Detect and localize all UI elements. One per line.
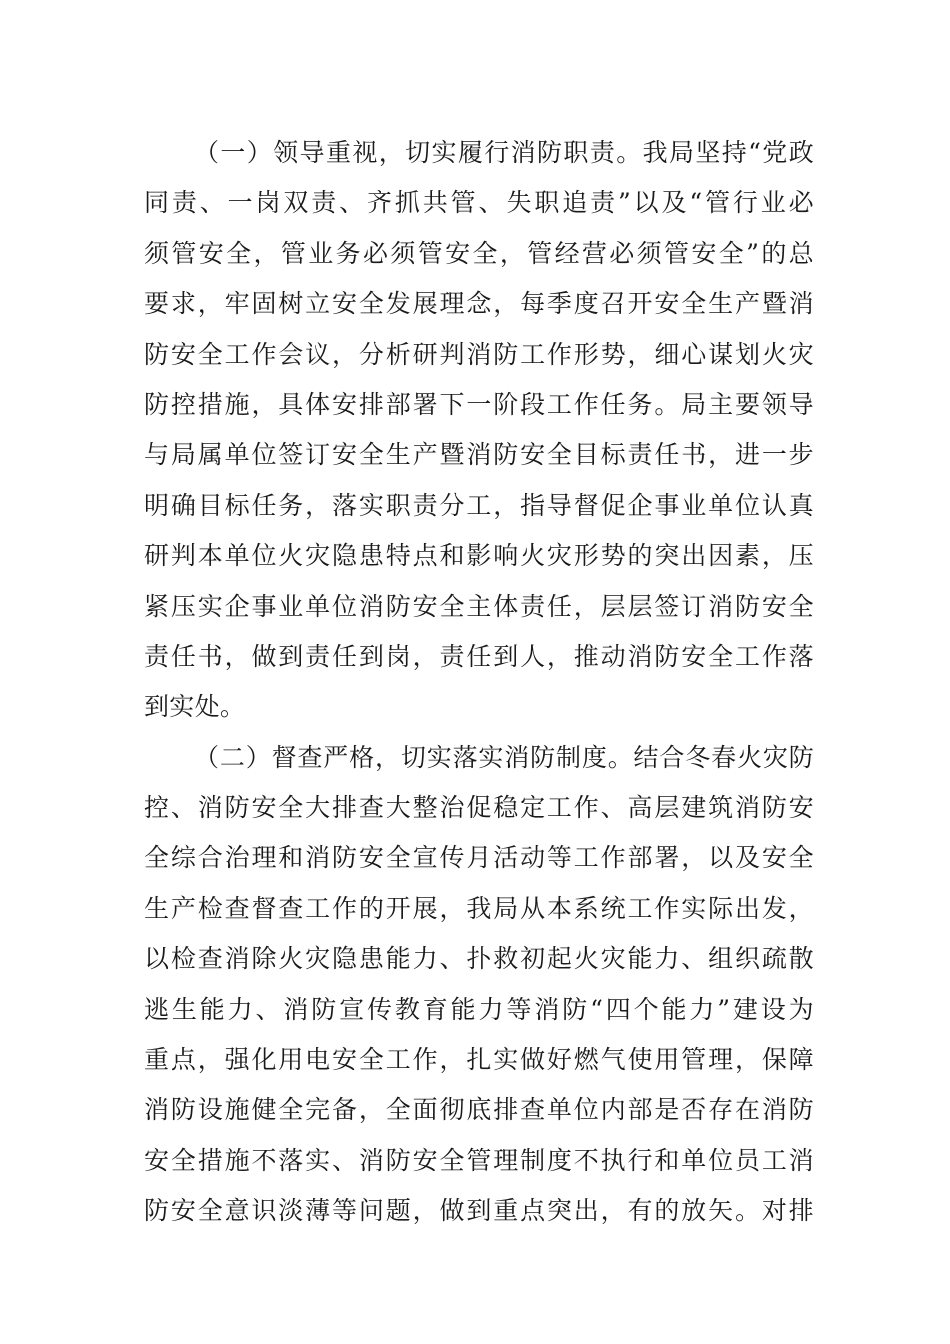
paragraph-line: 研判本单位火灾隐患特点和影响火灾形势的突出因素，压 <box>144 541 814 571</box>
paragraph-line: 逃生能力、消防宣传教育能力等消防“四个能力”建设为 <box>144 994 814 1024</box>
paragraph-line: （一）领导重视，切实履行消防职责。我局坚持“党政 <box>194 138 814 167</box>
paragraph-line: 重点，强化用电安全工作，扎实做好燃气使用管理，保障 <box>144 1045 814 1075</box>
paragraph-line: 与局属单位签订安全生产暨消防安全目标责任书，进一步 <box>144 440 814 470</box>
paragraph-line: 控、消防安全大排查大整治促稳定工作、高层建筑消防安 <box>144 793 814 823</box>
paragraph-line: 安全措施不落实、消防安全管理制度不执行和单位员工消 <box>144 1145 814 1175</box>
paragraph-line: 全综合治理和消防安全宣传月活动等工作部署，以及安全 <box>144 843 814 873</box>
paragraph-1 <box>144 128 814 733</box>
paragraph-line: 责任书，做到责任到岗，责任到人，推动消防安全工作落 <box>144 641 814 671</box>
paragraph-line: 消防设施健全完备，全面彻底排查单位内部是否存在消防 <box>144 1095 814 1125</box>
paragraph-line: 防安全工作会议，分析研判消防工作形势，细心谋划火灾 <box>144 339 814 369</box>
paragraph-line: 明确目标任务，落实职责分工，指导督促企事业单位认真 <box>144 490 814 520</box>
paragraph-line: 以检查消除火灾隐患能力、扑救初起火灾能力、组织疏散 <box>144 944 814 974</box>
paragraph-line: （二）督查严格，切实落实消防制度。结合冬春火灾防 <box>194 742 814 772</box>
paragraph-line: 紧压实企事业单位消防安全主体责任，层层签订消防安全 <box>144 591 814 621</box>
document-body <box>144 128 814 1237</box>
paragraph-line: 到实处。 <box>144 692 246 722</box>
paragraph-line: 防安全意识淡薄等问题，做到重点突出，有的放矢。对排 <box>144 1196 814 1226</box>
paragraph-line: 生产检查督查工作的开展，我局从本系统工作实际出发， <box>144 893 814 923</box>
paragraph-line: 同责、一岗双责、齐抓共管、失职追责”以及“管行业必 <box>144 188 814 218</box>
paragraph-line: 须管安全，管业务必须管安全，管经营必须管安全”的总 <box>144 238 814 268</box>
paragraph-line: 防控措施，具体安排部署下一阶段工作任务。局主要领导 <box>144 389 814 419</box>
paragraph-2 <box>144 733 814 1237</box>
paragraph-line: 要求，牢固树立安全发展理念，每季度召开安全生产暨消 <box>144 289 814 319</box>
